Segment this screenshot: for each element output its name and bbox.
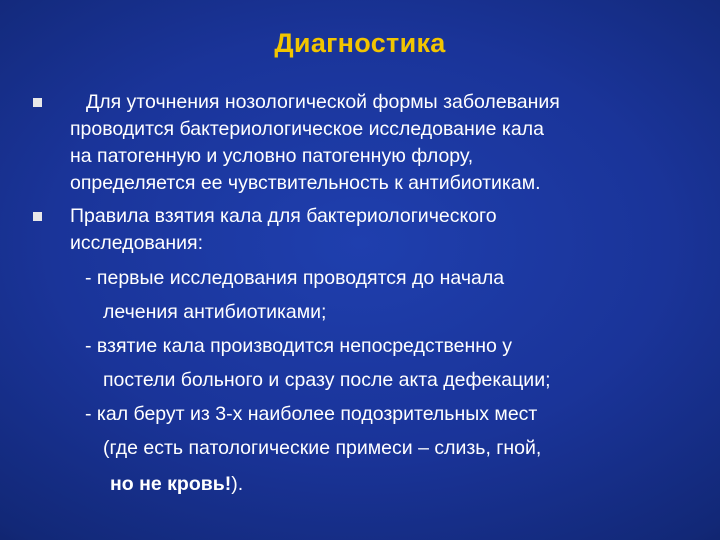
text-line: постели больного и сразу после акта дефекации; bbox=[103, 369, 551, 391]
text-line: исследования: bbox=[70, 232, 204, 254]
bullet-square-icon bbox=[33, 212, 42, 221]
text-line-final bbox=[110, 468, 243, 501]
text-line: (где есть патологические примеси – слизь, гной, bbox=[103, 437, 542, 459]
text-line: на патогенную и условно патогенную флору, bbox=[70, 145, 474, 167]
text-line: проводится бактериологическое исследование кала bbox=[70, 118, 544, 140]
text-line: - кал берут из 3-х наиболее подозрительных мест bbox=[85, 403, 538, 425]
text-line: лечения антибиотиками; bbox=[103, 301, 327, 323]
text-line: Для уточнения нозологической формы заболевания bbox=[86, 91, 560, 113]
text-line: определяется ее чувствительность к антибиотикам. bbox=[70, 172, 541, 194]
bullet-square-icon bbox=[33, 98, 42, 107]
emphasis-text: но не кровь! bbox=[110, 473, 232, 495]
text-line: - взятие кала производится непосредственно у bbox=[85, 335, 513, 357]
slide-title: Диагностика bbox=[274, 28, 446, 58]
closing-text: ). bbox=[231, 473, 244, 495]
text-line: - первые исследования проводятся до начала bbox=[85, 267, 505, 289]
text-line: Правила взятия кала для бактериологического bbox=[70, 205, 497, 227]
